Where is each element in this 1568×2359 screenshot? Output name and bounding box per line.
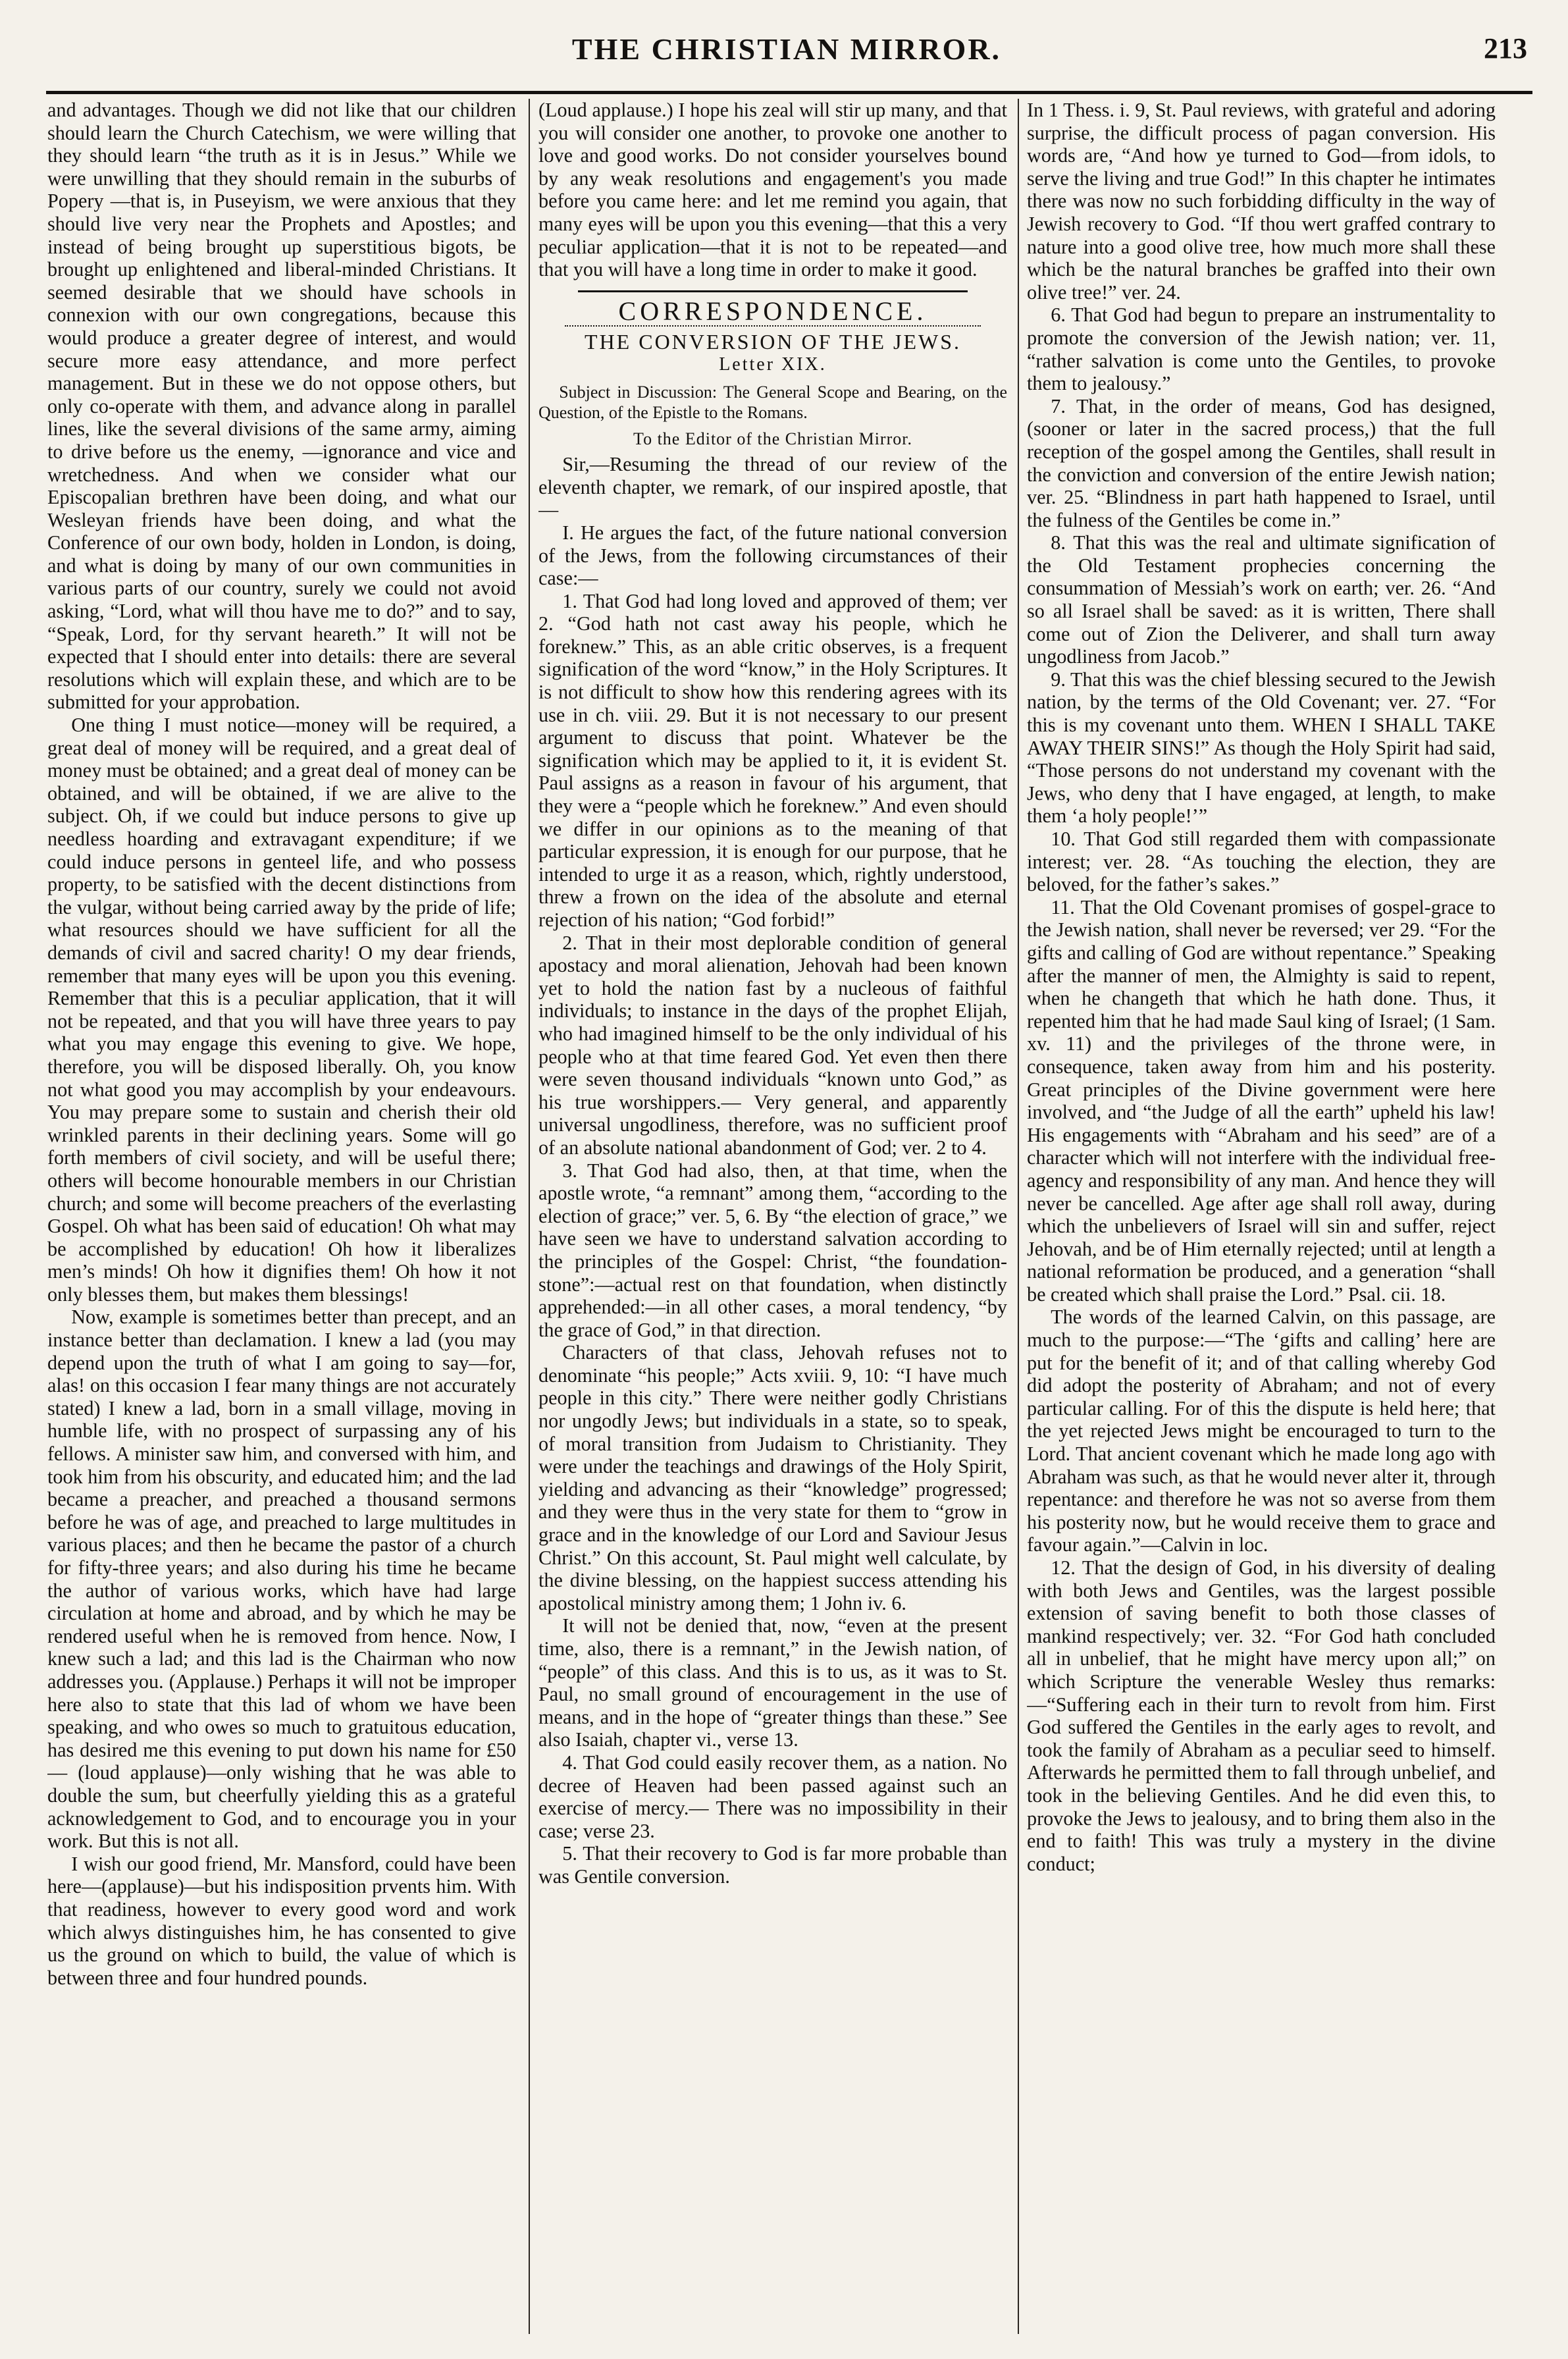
masthead-title: THE CHRISTIAN MIRROR. xyxy=(571,32,1002,66)
paragraph: 7. That, in the order of means, God has designed, (sooner or later in the sacred process,) that the full reception of the gospel among the Gentiles, shall result in the conviction and conversion of the entire Jewish nation; ver. 25. “Blindness in part hath happened to Israel, until the fulness of the Gentiles be come in.” xyxy=(1027,394,1496,531)
paragraph: and advantages. Though we did not like that our children should learn the Church Catechism, we were willing that they should learn “the truth as it is in Jesus.” While we were unwilling that they should remain in the suburbs of Popery —that is, in Puseyism, we were anxious that they should live very near the Prophets and Apostles; and instead of being brought up superstitious bigots, be brought up enlightened and liberal-minded Christians. It seemed desirable that we should have schools in connexion with our own congregations, because this would produce a greater degree of interest, and would secure more easy attendance, and more perfect management. But in these we do not oppose others, but only co-operate with them, and advance along in parallel lines, like the several divisions of the same army, aiming to drive before us the enemy, —ignorance and vice and wretchedness. And when we consider what our Episcopalian brethren have been doing, and what our Wesleyan friends have been doing, and what the Conference of our own body, holden in London, is doing, and what is doing by many of our own communities in various parts of our country, surely we could not avoid asking, “Lord, what will thou have me to do?” and to say, “Speak, Lord, for thy servant heareth.” It will not be expected that I should enter into details: there are several resolutions which will explain these, and which are to be submitted for your approbation. xyxy=(47,99,516,714)
paragraph: 8. That this was the real and ultimate signification of the Old Testament prophecies concerning the consummation of Messiah’s work on earth; ver. 26. “And so all Israel shall be saved: as it is written, There shall come out of Zion the Deliverer, and shall turn away ungodliness from Jacob.” xyxy=(1027,531,1496,668)
column-divider xyxy=(529,99,530,2334)
paragraph: 11. That the Old Covenant promises of gospel-grace to the Jewish nation, shall never be reversed; ver 29. “For the gifts and calling of God are without repentance.” Speaking after the manner of men, the Almighty is said to repent, when he changeth that which he hath done. Thus, it repented him that he had made Saul king of Israel; (1 Sam. xv. 11) and the privileges of the throne were, in consequence, taken away from him and his posterity. Great principles of the Divine government were here involved, and “the Judge of all the earth” upheld his law! His engagements with “Abraham and his seed” are of a character which will not interfere with the individual free-agency and responsibility of any man. And hence they will never be cancelled. Age after age shall roll away, during which the unbelievers of Israel will sin and suffer, reject Jehovah, and be of Him eternally rejected; until at length a national reformation be produced, and a generation “shall be created which shall praise the Lord.” Psal. cii. 18. xyxy=(1027,895,1496,1306)
paragraph: I wish our good friend, Mr. Mansford, could have been here—(applause)—but his indisposition prvents him. With that readiness, however to every good word and work which alwys distinguishes him, he has consented to give us the ground on which to build, the value of which is between three and four hundred pounds. xyxy=(47,1852,516,1989)
column-divider xyxy=(1018,99,1019,2334)
column-1 xyxy=(47,99,516,2334)
paragraph: 5. That their recovery to God is far more probable than was Gentile conversion. xyxy=(538,1842,1007,1888)
paragraph: In 1 Thess. i. 9, St. Paul reviews, with grateful and adoring surprise, the difficult process of pagan conversion. His words are, “And how ye turned to God—from idols, to serve the living and true God!” In this chapter he intimates there was now no such forbidding difficulty in the way of Jewish recovery to God. “If thou wert graffed contrary to nature into a good olive tree, how much more shall these which be the natural branches be graffed into their own olive tree!” ver. 24. xyxy=(1027,99,1496,304)
article-title: THE CONVERSION OF THE JEWS. xyxy=(585,330,961,354)
paragraph: It will not be denied that, now, “even at the present time, also, there is a remnant,” in the Jewish nation, of “people” of this class. And this is to us, as it was to St. Paul, no small ground of encouragement in the use of means, and in the hope of “greater things than these.” See also Isaiah, chapter vi., verse 13. xyxy=(538,1614,1007,1751)
paragraph: (Loud applause.) I hope his zeal will stir up many, and that you will consider one another, to provoke one another to love and good works. Do not consider yourselves bound by any weak resolutions and engagement's you made before you came here: and let me remind you again, that many eyes will be upon you this evening—that this a very peculiar application—that it is not to be repeated—and that you will have a long time in order to make it good. xyxy=(538,99,1007,281)
column-3 xyxy=(1027,99,1496,2334)
paragraph: 2. That in their most deplorable condition of general apostacy and moral alienation, Jehovah had been known yet to hold the nation fast by a nucleous of faithful individuals; to instance in the days of the prophet Elijah, who had imagined himself to be the only individual of his people who at that time feared God. Yet even then there were seven thousand individuals “known unto God,” as his true worshippers.— Very general, and apparently universal ungodliness, therefore, was no sufficient proof of an absolute national abandonment of God; ver. 2 to 4. xyxy=(538,931,1007,1159)
paragraph: 12. That the design of God, in his diversity of dealing with both Jews and Gentiles, was the largest possible extension of saving benefit to both those classes of mankind respectively; ver. 32. “For God hath concluded all in unbelief, that he might have mercy upon all;” on which Scripture the venerable Wesley thus remarks:—“Suffering each in their turn to revolt from him. First God suffered the Gentiles in the early ages to revolt, and took the family of Abraham as a peculiar seed to himself. Afterwards he permitted them to fall through unbelief, and took in the believing Gentiles. And he did even this, to provoke the Jews to jealousy, and to bring them also in the end to faith! This was truly a mystery in the divine conduct; xyxy=(1027,1556,1496,1875)
paragraph: The words of the learned Calvin, on this passage, are much to the purpose:—“The ‘gifts and calling’ here are put for the benefit of it; and of that calling whereby God did adopt the posterity of Abraham; and not of every particular calling. For of this the dispute is held here; that the yet rejected Jews might be encouraged to turn to the Lord. That ancient covenant which he made long ago with Abraham was such, as that he would never alter it, through repentance: and therefore he was not so averse from them his posterity now, but he would receive them to grace and favour again.”—Calvin in loc. xyxy=(1027,1306,1496,1556)
page-header xyxy=(46,18,1527,84)
letter-number: Letter XIX. xyxy=(719,354,827,375)
section-separator xyxy=(578,290,968,292)
paragraph: 10. That God still regarded them with compassionate interest; ver. 28. “As touching the election, they are beloved, for the father’s sakes.” xyxy=(1027,828,1496,896)
paragraph: 1. That God had long loved and approved of them; ver 2. “God hath not cast away his people, which he foreknew.” This, as an able critic observes, is a frequent signification of the word “know,” in the Holy Scriptures. It is not difficult to show how this rendering agrees with its use in ch. viii. 29. But it is not necessary to our present argument to discuss that point. Whatever be the signification which may be applied to it, it is evident St. Paul assigns as a reason in favour of his argument, that they were a “people which he foreknew.” And even should we differ in our opinions as to the meaning of that particular expression, it is enough for our purpose, that he intended to urge it as a reason, which, rightly understood, threw a frown on the idea of the absolute and eternal rejection of his nation; “God forbid!” xyxy=(538,589,1007,931)
paragraph: Now, example is sometimes better than precept, and an instance better than declamation. I knew a lad (you may depend upon the truth of what I am going to say—for, alas! on this occasion I fear many things are not accurately stated) I knew a lad, born in a small village, moving in humble life, with no prospect of surpassing any of his fellows. A minister saw him, and conversed with him, and took him from his obscurity, and educated him; and the lad became a preacher, and preached a thousand sermons before he was of age, and preached to large multitudes in various places; and then he became the pastor of a church for fifty-three years; and also during his time he became the author of various works, which have had large circulation at home and abroad, and by which he may be rendered useful when he is removed from hence. Now, I knew such a lad; and this lad is the Chairman who now addresses you. (Applause.) Perhaps it will not be improper here also to state that this lad of whom we have been speaking, and who owes so much to gratuitous education, has desired me this evening to put down his name for £50— (loud applause)—only wishing that he was able to double the sum, but cheerfully yielding this as a grateful acknowledgement to God, and to encourage you in your work. But this is not all. xyxy=(47,1306,516,1853)
paragraph: I. He argues the fact, of the future national conversion of the Jews, from the following circumstances of their case:— xyxy=(538,521,1007,590)
paragraph: 6. That God had begun to prepare an instrumentality to promote the conversion of the Jewish nation; ver. 11, “rather salvation is come unto the Gentiles, to provoke them to jealousy.” xyxy=(1027,304,1496,395)
subject-line: Subject in Discussion: The General Scope and Bearing, on the Question, of the Epistle to the Romans. xyxy=(538,382,1007,422)
paragraph: Sir,—Resuming the thread of our review of the eleventh chapter, we remark, of our inspired apostle, that— xyxy=(538,453,1007,521)
header-rule xyxy=(46,91,1532,94)
page-number: 213 xyxy=(1484,32,1527,65)
paragraph: 9. That this was the chief blessing secured to the Jewish nation, by the terms of the Old Covenant; ver. 27. “For this is my covenant unto them. WHEN I SHALL TAKE AWAY THEIR SINS!” As though the Holy Spirit had said, “Those persons do not understand my covenant with the Jews, who deny that I have engaged, at length, to make them ‘a holy people!’” xyxy=(1027,668,1496,828)
column-2 xyxy=(538,99,1007,2334)
paragraph: 3. That God had also, then, at that time, when the apostle wrote, “a remnant” among them, “according to the election of grace;” ver. 5, 6. By “the election of grace,” we have seen we have to understand salvation according to the principles of the Gospel: Christ, “the foundation-stone”:—actual rest on that foundation, when distinctly apprehended:—in all other cases, a moral tendency, “by the grace of God,” in that direction. xyxy=(538,1159,1007,1341)
editor-salutation: To the Editor of the Christian Mirror. xyxy=(633,429,912,448)
paragraph: One thing I must notice—money will be required, a great deal of money will be required, and a great deal of money must be obtained; and a great deal of money can be obtained, and will be obtained, if we are alive to the subject. Oh, if we could but induce persons to give up needless hoarding and extravagant expenditure; if we could induce persons in genteel life, and who possess property, to be satisfied with the decent distinctions from the vulgar, without being carried away by the pride of life; what resources should we have sufficient for all the demands of civil and sacred charity! O my dear friends, remember that many eyes will be upon you this evening. Remember that this is a peculiar application, that it will not be repeated, and that you will have three years to pay what you may engage this evening to give. We hope, therefore, you will be disposed liberally. Oh, you know not what good you may accomplish by your endeavours. You may prepare some to sustain and cherish their old wrinkled parents in their declining years. Some will go forth members of civil society, and will be useful there; others will become honourable members in our Christian church; and some will become preachers of the everlasting Gospel. Oh what has been said of education! Oh what may be accomplished by education! Oh how it liberalizes men’s minds! Oh how it dignifies them! Oh how it not only blesses them, but makes them blessings! xyxy=(47,714,516,1306)
paragraph: Characters of that class, Jehovah refuses not to denominate “his people;” Acts xviii. 9, 10: “I have much people in this city.” There were neither godly Christians nor ungodly Jews; but individuals in a state, so to speak, of moral transition from Judaism to Christianity. They were under the teachings and drawings of the Holy Spirit, yielding and advancing as their “knowledge” progressed; and they were thus in the very state for them to “grow in grace and in the knowledge of our Lord and Saviour Jesus Christ.” On this account, St. Paul might well calculate, by the divine blessing, on the happiest success attending his apostolical ministry among them; 1 John iv. 6. xyxy=(538,1341,1007,1614)
section-heading: CORRESPONDENCE. xyxy=(618,296,928,326)
paragraph: 4. That God could easily recover them, as a nation. No decree of Heaven had been passed against such an exercise of mercy.— There was no impossibility in their case; verse 23. xyxy=(538,1751,1007,1842)
